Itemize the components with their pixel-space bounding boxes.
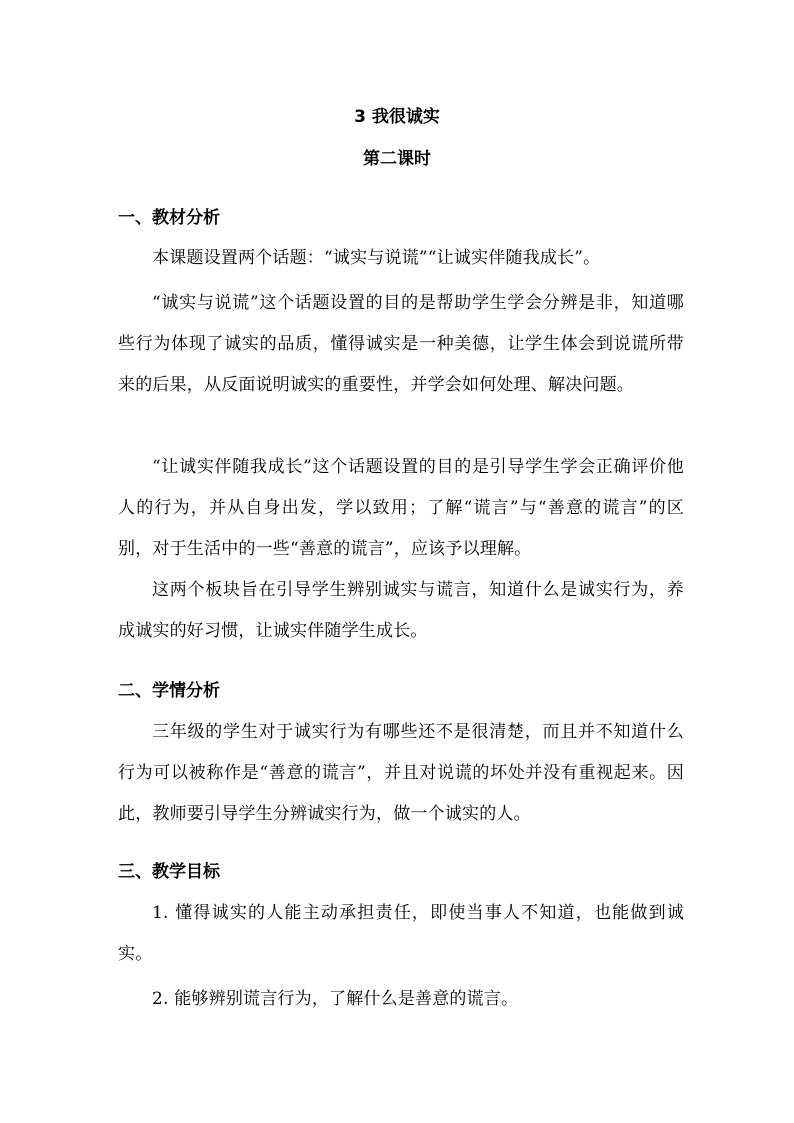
paragraph: 1. 懂得诚实的人能主动承担责任，即使当事人不知道，也能做到诚实。 <box>118 903 684 964</box>
paragraph: 本课题设置两个话题：“诚实与说谎”“让诚实伴随我成长”。 <box>152 248 601 268</box>
paragraph: 三年级的学生对于诚实行为有哪些还不是很清楚，而且并不知道什么行为可以被称作是“善意的谎言”，并且对说谎的坏处并没有重视起来。因此，教师要引导学生分辨诚实行为，做一个诚实的人。 <box>118 722 684 824</box>
paragraph: 这两个板块旨在引导学生辨别诚实与谎言，知道什么是诚实行为，养成诚实的好习惯，让诚实伴随学生成长。 <box>118 580 684 641</box>
paragraph: “让诚实伴随我成长”这个话题设置的目的是引导学生学会正确评价他人的行为，并从自身出发，学以致用；了解“谎言”与“善意的谎言”的区别，对于生活中的一些“善意的谎言”，应该予以理解。 <box>118 457 684 559</box>
document-title: 3 我很诚实 <box>354 107 440 127</box>
paragraph: 2. 能够辨别谎言行为，了解什么是善意的谎言。 <box>152 989 519 1009</box>
paragraph: “诚实与说谎”这个话题设置的目的是帮助学生学会分辨是非，知道哪些行为体现了诚实的品质，懂得诚实是一种美德，让学生体会到说谎所带来的后果，从反面说明诚实的重要性，并学会如何处理、解决问题。 <box>118 293 684 395</box>
section-heading-learner-analysis: 二、学情分析 <box>118 681 220 701</box>
section-heading-textbook-analysis: 一、教材分析 <box>118 208 220 228</box>
section-heading-teaching-objectives: 三、教学目标 <box>118 862 220 882</box>
document-subtitle: 第二课时 <box>363 149 431 169</box>
